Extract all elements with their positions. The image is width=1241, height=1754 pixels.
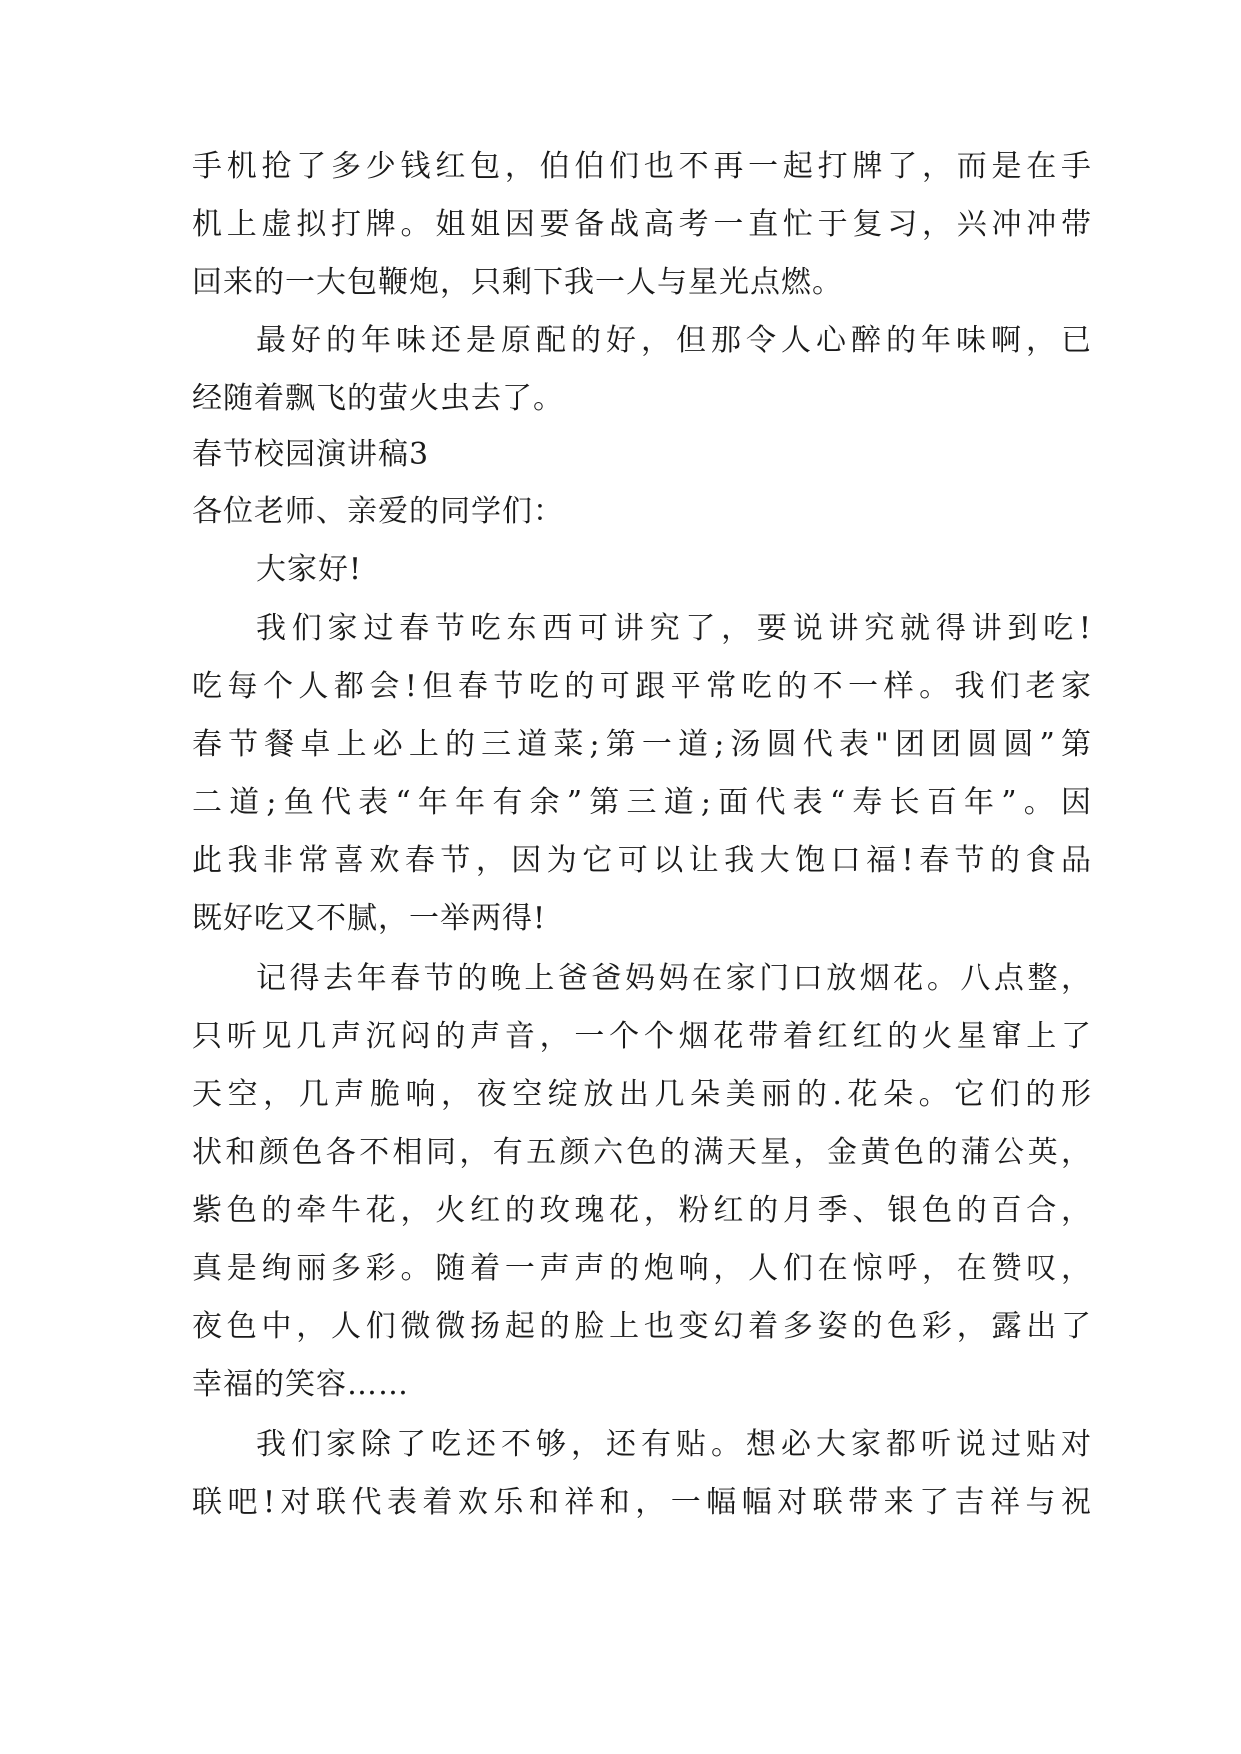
text-line: 联吧!对联代表着欢乐和祥和，一幅幅对联带来了吉祥与祝	[192, 1485, 1092, 1520]
text-line: 紫色的牵牛花，火红的玫瑰花，粉红的月季、银色的百合，	[192, 1193, 1092, 1228]
text-line: 春节餐卓上必上的三道菜;第一道;汤圆代表"团团圆圆”第	[192, 727, 1092, 762]
text-line: 我们家过春节吃东西可讲究了，要说讲究就得讲到吃!	[256, 611, 1092, 646]
text-line: 状和颜色各不相同，有五颜六色的满天星，金黄色的蒲公英，	[192, 1135, 1092, 1170]
text-line: 手机抢了多少钱红包，伯伯们也不再一起打牌了，而是在手	[192, 149, 1092, 184]
text-line: 真是绚丽多彩。随着一声声的炮响，人们在惊呼，在赞叹，	[192, 1251, 1092, 1286]
text-line: 回来的一大包鞭炮，只剩下我一人与星光点燃。	[192, 265, 843, 300]
text-line: 只听见几声沉闷的声音，一个个烟花带着红红的火星窜上了	[192, 1019, 1092, 1054]
text-line: 经随着飘飞的萤火虫去了。	[192, 381, 564, 416]
text-line: 天空，几声脆响，夜空绽放出几朵美丽的.花朵。它们的形	[192, 1077, 1092, 1112]
text-line: 夜色中，人们微微扬起的脸上也变幻着多姿的色彩，露出了	[192, 1309, 1092, 1344]
greeting: 大家好!	[256, 552, 363, 587]
text-line: 机上虚拟打牌。姐姐因要备战高考一直忙于复习，兴冲冲带	[192, 207, 1092, 242]
text-line: 既好吃又不腻，一举两得!	[192, 901, 547, 936]
text-line: 吃每个人都会!但春节吃的可跟平常吃的不一样。我们老家	[192, 669, 1092, 704]
section-heading: 春节校园演讲稿3	[192, 437, 430, 472]
text-line: 最好的年味还是原配的好，但那令人心醉的年味啊，已	[256, 323, 1092, 358]
text-line: 我们家除了吃还不够，还有贴。想必大家都听说过贴对	[256, 1427, 1092, 1462]
text-line: 幸福的笑容……	[192, 1367, 409, 1402]
text-line: 记得去年春节的晚上爸爸妈妈在家门口放烟花。八点整，	[256, 961, 1092, 996]
text-line: 二道;鱼代表“年年有余”第三道;面代表“寿长百年”。因	[192, 785, 1092, 820]
salutation: 各位老师、亲爱的同学们：	[192, 494, 564, 529]
text-line: 此我非常喜欢春节，因为它可以让我大饱口福!春节的食品	[192, 843, 1092, 878]
